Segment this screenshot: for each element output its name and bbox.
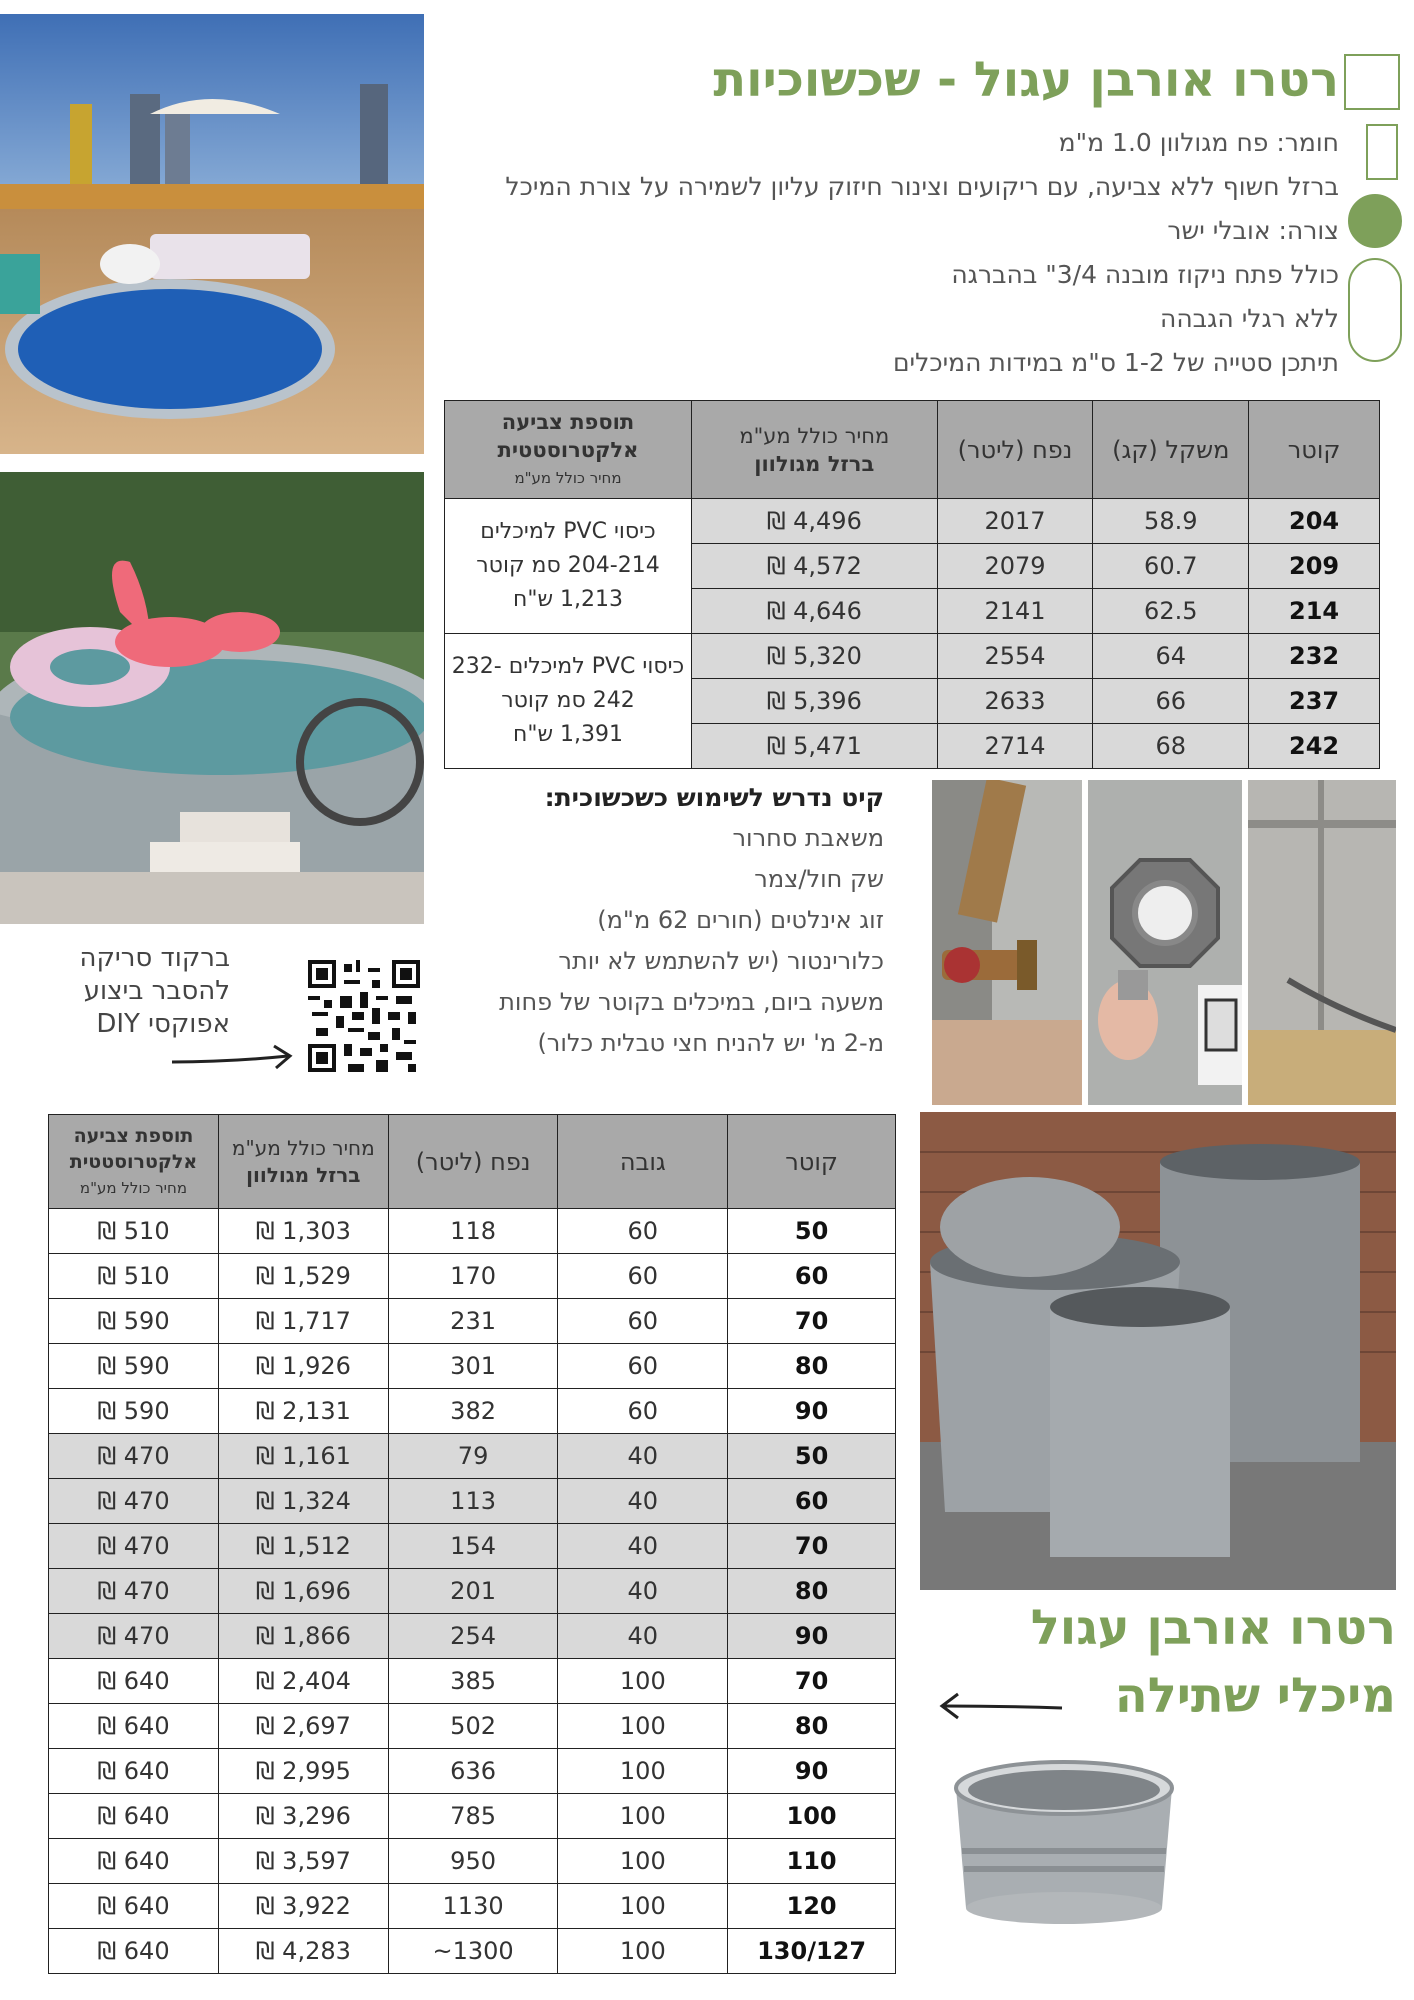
cover-cell-1 bbox=[445, 499, 692, 634]
cell-volume: 113 bbox=[388, 1479, 558, 1524]
cell-price: 2,697 ₪ bbox=[218, 1704, 388, 1749]
cell-paint: 640 ₪ bbox=[49, 1704, 219, 1749]
cell-volume: 154 bbox=[388, 1524, 558, 1569]
table-row bbox=[49, 1929, 896, 1974]
cell-paint: 640 ₪ bbox=[49, 1794, 219, 1839]
kit-item: משעה ביום, במיכלים בקוטר של פחות bbox=[499, 988, 884, 1016]
cell-price: 1,512 ₪ bbox=[218, 1524, 388, 1569]
cell-diameter: 237 bbox=[1249, 679, 1380, 724]
cell-height: 100 bbox=[558, 1704, 728, 1749]
drain-valve-photo bbox=[932, 780, 1082, 1105]
header-height: גובה bbox=[558, 1115, 728, 1209]
kit-item: זוג אינלטים (חורים 62 מ"מ) bbox=[597, 906, 884, 934]
large-pool-price-table bbox=[444, 400, 1380, 769]
cell-price: 4,572 ₪ bbox=[691, 544, 937, 589]
kit-item: מ-2 מ' יש להניח חצי טבלית כלור) bbox=[537, 1029, 884, 1057]
cell-height: 40 bbox=[558, 1524, 728, 1569]
cell-diameter: 50 bbox=[728, 1434, 896, 1479]
cell-diameter: 80 bbox=[728, 1344, 896, 1389]
header-paint-bold: תוספת צביעה אלקטרוסטטית bbox=[497, 409, 639, 462]
cell-volume: 385 bbox=[388, 1659, 558, 1704]
cell-diameter: 60 bbox=[728, 1254, 896, 1299]
cell-weight: 66 bbox=[1093, 679, 1249, 724]
cell-paint: 510 ₪ bbox=[49, 1254, 219, 1299]
header-price-top: מחיר כולל מע"מ bbox=[231, 1135, 375, 1160]
page-title: רטרו אורבן עגול - שכשוכיות bbox=[713, 52, 1339, 108]
cell-diameter: 130/127 bbox=[728, 1929, 896, 1974]
cell-paint: 640 ₪ bbox=[49, 1659, 219, 1704]
cell-volume: 1130 bbox=[388, 1884, 558, 1929]
qr-code[interactable] bbox=[308, 960, 420, 1072]
cell-price: 2,131 ₪ bbox=[218, 1389, 388, 1434]
cell-height: 60 bbox=[558, 1344, 728, 1389]
qr-caption-line: אפוקסי DIY bbox=[96, 1009, 230, 1039]
cell-diameter: 232 bbox=[1249, 634, 1380, 679]
cell-paint: 470 ₪ bbox=[49, 1479, 219, 1524]
square-shape-icon bbox=[1344, 54, 1400, 110]
table-row bbox=[49, 1254, 896, 1299]
table-row bbox=[49, 1839, 896, 1884]
header-volume: נפח (ליטר) bbox=[388, 1115, 558, 1209]
cell-height: 40 bbox=[558, 1434, 728, 1479]
cell-weight: 62.5 bbox=[1093, 589, 1249, 634]
cell-height: 100 bbox=[558, 1839, 728, 1884]
qr-caption-line: להסבר ביצוע bbox=[83, 976, 230, 1006]
cell-diameter: 80 bbox=[728, 1569, 896, 1614]
header-paint bbox=[49, 1115, 219, 1209]
cell-volume: 2141 bbox=[937, 589, 1093, 634]
cell-volume: 785 bbox=[388, 1794, 558, 1839]
cell-weight: 58.9 bbox=[1093, 499, 1249, 544]
cell-height: 40 bbox=[558, 1614, 728, 1659]
header-paint-bold: תוספת צביעה אלקטרוסטטית bbox=[69, 1124, 198, 1173]
table-row bbox=[49, 1209, 896, 1254]
cell-diameter: 209 bbox=[1249, 544, 1380, 589]
cell-paint: 640 ₪ bbox=[49, 1884, 219, 1929]
header-paint-small: מחיר כולל מע"מ bbox=[514, 468, 622, 487]
cover-1-line-1: כיסוי PVC למיכלים bbox=[480, 519, 656, 544]
cell-volume: 382 bbox=[388, 1389, 558, 1434]
header-diameter: קוטר bbox=[1249, 401, 1380, 499]
cell-height: 100 bbox=[558, 1794, 728, 1839]
cell-weight: 68 bbox=[1093, 724, 1249, 769]
table-row bbox=[49, 1389, 896, 1434]
table-row bbox=[445, 634, 1380, 679]
spec-shape: צורה: אובלי ישר bbox=[1167, 216, 1339, 245]
cell-diameter: 110 bbox=[728, 1839, 896, 1884]
cell-height: 60 bbox=[558, 1299, 728, 1344]
cell-height: 100 bbox=[558, 1929, 728, 1974]
cell-paint: 640 ₪ bbox=[49, 1929, 219, 1974]
cell-price: 4,283 ₪ bbox=[218, 1929, 388, 1974]
cell-diameter: 50 bbox=[728, 1209, 896, 1254]
planter-subtitle: מיכלי שתילה bbox=[1114, 1668, 1396, 1724]
cell-volume: 170 bbox=[388, 1254, 558, 1299]
oval-shape-icon bbox=[1348, 258, 1402, 362]
kit-title: קיט נדרש לשימוש כשכשוכית: bbox=[544, 783, 884, 812]
cell-volume: 2017 bbox=[937, 499, 1093, 544]
cell-price: 5,471 ₪ bbox=[691, 724, 937, 769]
cell-height: 100 bbox=[558, 1659, 728, 1704]
flamingo-pool-photo bbox=[0, 472, 424, 924]
cell-diameter: 70 bbox=[728, 1659, 896, 1704]
cell-weight: 60.7 bbox=[1093, 544, 1249, 589]
cell-paint: 510 ₪ bbox=[49, 1209, 219, 1254]
cell-price: 3,296 ₪ bbox=[218, 1794, 388, 1839]
table-row bbox=[49, 1434, 896, 1479]
cell-volume: 201 bbox=[388, 1569, 558, 1614]
cell-height: 100 bbox=[558, 1884, 728, 1929]
kit-item: משאבת סחרור bbox=[732, 824, 884, 852]
circle-shape-icon bbox=[1348, 194, 1402, 248]
cell-diameter: 100 bbox=[728, 1794, 896, 1839]
table-row bbox=[49, 1299, 896, 1344]
header-price-bold: ברזל מגולוון bbox=[754, 451, 875, 476]
cell-diameter: 80 bbox=[728, 1704, 896, 1749]
cell-diameter: 214 bbox=[1249, 589, 1380, 634]
cell-volume: 950 bbox=[388, 1839, 558, 1884]
header-price-bold: ברזל מגולוון bbox=[246, 1162, 361, 1187]
cell-volume: 1300~ bbox=[388, 1929, 558, 1974]
header-weight: משקל (קג) bbox=[1093, 401, 1249, 499]
cell-paint: 590 ₪ bbox=[49, 1344, 219, 1389]
planter-title: רטרו אורבן עגול bbox=[1030, 1600, 1396, 1656]
cell-height: 40 bbox=[558, 1569, 728, 1614]
table-row bbox=[49, 1614, 896, 1659]
right-arrow-icon bbox=[170, 1040, 300, 1076]
table-body bbox=[49, 1209, 896, 1974]
qr-caption-line: ברקוד סריקה bbox=[79, 943, 230, 973]
cell-volume: 301 bbox=[388, 1344, 558, 1389]
cell-price: 1,303 ₪ bbox=[218, 1209, 388, 1254]
cell-paint: 470 ₪ bbox=[49, 1434, 219, 1479]
cell-diameter: 204 bbox=[1249, 499, 1380, 544]
cell-volume: 502 bbox=[388, 1704, 558, 1749]
cell-price: 3,922 ₪ bbox=[218, 1884, 388, 1929]
cell-volume: 636 bbox=[388, 1749, 558, 1794]
cell-price: 1,529 ₪ bbox=[218, 1254, 388, 1299]
cell-volume: 231 bbox=[388, 1299, 558, 1344]
small-planter-price-table bbox=[48, 1114, 896, 1974]
table-row bbox=[49, 1344, 896, 1389]
cell-volume: 2714 bbox=[937, 724, 1093, 769]
cell-height: 60 bbox=[558, 1254, 728, 1299]
cell-height: 40 bbox=[558, 1479, 728, 1524]
table-row bbox=[49, 1479, 896, 1524]
spec-tolerance: תיתכן סטייה של 1-2 ס"מ במידות המיכלים bbox=[892, 348, 1339, 377]
cell-diameter: 60 bbox=[728, 1479, 896, 1524]
header-volume: נפח (ליטר) bbox=[937, 401, 1093, 499]
cell-diameter: 242 bbox=[1249, 724, 1380, 769]
cell-height: 100 bbox=[558, 1749, 728, 1794]
cell-diameter: 70 bbox=[728, 1524, 896, 1569]
cell-diameter: 70 bbox=[728, 1299, 896, 1344]
header-paint-small: מחיר כולל מע"מ bbox=[79, 1178, 188, 1197]
cell-volume: 2554 bbox=[937, 634, 1093, 679]
cell-price: 1,161 ₪ bbox=[218, 1434, 388, 1479]
header-paint bbox=[445, 401, 692, 499]
cell-volume: 2633 bbox=[937, 679, 1093, 724]
inlet-fitting-photo bbox=[1088, 780, 1242, 1105]
rectangle-shape-icon bbox=[1366, 124, 1398, 180]
cell-paint: 640 ₪ bbox=[49, 1839, 219, 1884]
cell-price: 1,717 ₪ bbox=[218, 1299, 388, 1344]
qr-caption bbox=[30, 942, 230, 1041]
cell-weight: 64 bbox=[1093, 634, 1249, 679]
cell-diameter: 90 bbox=[728, 1614, 896, 1659]
cell-paint: 590 ₪ bbox=[49, 1299, 219, 1344]
cell-paint: 470 ₪ bbox=[49, 1569, 219, 1614]
cell-price: 1,926 ₪ bbox=[218, 1344, 388, 1389]
header-price bbox=[691, 401, 937, 499]
spec-drain: כולל פתח ניקוז מובנה 3/4" בהברגה bbox=[951, 260, 1339, 289]
cell-price: 1,324 ₪ bbox=[218, 1479, 388, 1524]
header-diameter: קוטר bbox=[728, 1115, 896, 1209]
cell-paint: 590 ₪ bbox=[49, 1389, 219, 1434]
cover-1-line-3: 1,213 ש"ח bbox=[512, 587, 624, 612]
cell-price: 5,320 ₪ bbox=[691, 634, 937, 679]
cell-price: 4,646 ₪ bbox=[691, 589, 937, 634]
table-row bbox=[49, 1794, 896, 1839]
cover-2-line-1: כיסוי PVC למיכלים -232 bbox=[451, 654, 685, 679]
header-price-top: מחיר כולל מע"מ bbox=[739, 423, 890, 448]
spec-material: חומר: פח מגולוון 1.0 מ"מ bbox=[1058, 128, 1339, 157]
cell-paint: 470 ₪ bbox=[49, 1524, 219, 1569]
spec-finish: ברזל חשוף ללא צביעה, עם ריקועים וצינור חיזוק עליון לשמירה על צורת המיכל bbox=[505, 172, 1339, 201]
kit-item: שק חול/צמר bbox=[754, 865, 884, 893]
cell-volume: 254 bbox=[388, 1614, 558, 1659]
round-planter-photo bbox=[948, 1738, 1180, 1934]
cover-2-line-2: 242 סמ קוטר bbox=[501, 688, 635, 713]
cell-price: 2,404 ₪ bbox=[218, 1659, 388, 1704]
cell-height: 60 bbox=[558, 1389, 728, 1434]
table-row bbox=[445, 499, 1380, 544]
cell-price: 5,396 ₪ bbox=[691, 679, 937, 724]
cell-price: 1,866 ₪ bbox=[218, 1614, 388, 1659]
tank-seam-photo bbox=[1248, 780, 1396, 1105]
cell-diameter: 90 bbox=[728, 1389, 896, 1434]
cell-diameter: 120 bbox=[728, 1884, 896, 1929]
left-arrow-icon bbox=[934, 1688, 1064, 1724]
table-row bbox=[49, 1524, 896, 1569]
cell-volume: 2079 bbox=[937, 544, 1093, 589]
cell-height: 60 bbox=[558, 1209, 728, 1254]
cell-paint: 640 ₪ bbox=[49, 1749, 219, 1794]
header-price bbox=[218, 1115, 388, 1209]
cell-price: 4,496 ₪ bbox=[691, 499, 937, 544]
cell-diameter: 90 bbox=[728, 1749, 896, 1794]
cover-2-line-3: 1,391 ש"ח bbox=[512, 722, 624, 747]
cell-volume: 79 bbox=[388, 1434, 558, 1479]
cell-price: 3,597 ₪ bbox=[218, 1839, 388, 1884]
planter-tanks-photo bbox=[920, 1112, 1396, 1590]
cell-price: 1,696 ₪ bbox=[218, 1569, 388, 1614]
cell-volume: 118 bbox=[388, 1209, 558, 1254]
spec-legs: ללא רגלי הגבהה bbox=[1160, 304, 1339, 333]
table-row bbox=[49, 1704, 896, 1749]
cover-cell-2 bbox=[445, 634, 692, 769]
cover-1-line-2: 204-214 סמ קוטר bbox=[476, 553, 660, 578]
table-row bbox=[49, 1569, 896, 1614]
cell-paint: 470 ₪ bbox=[49, 1614, 219, 1659]
table-row bbox=[49, 1884, 896, 1929]
table-row bbox=[49, 1659, 896, 1704]
kit-item: כלורינטור (יש להשתמש לא יותר bbox=[558, 947, 884, 975]
cell-price: 2,995 ₪ bbox=[218, 1749, 388, 1794]
table-row bbox=[49, 1749, 896, 1794]
